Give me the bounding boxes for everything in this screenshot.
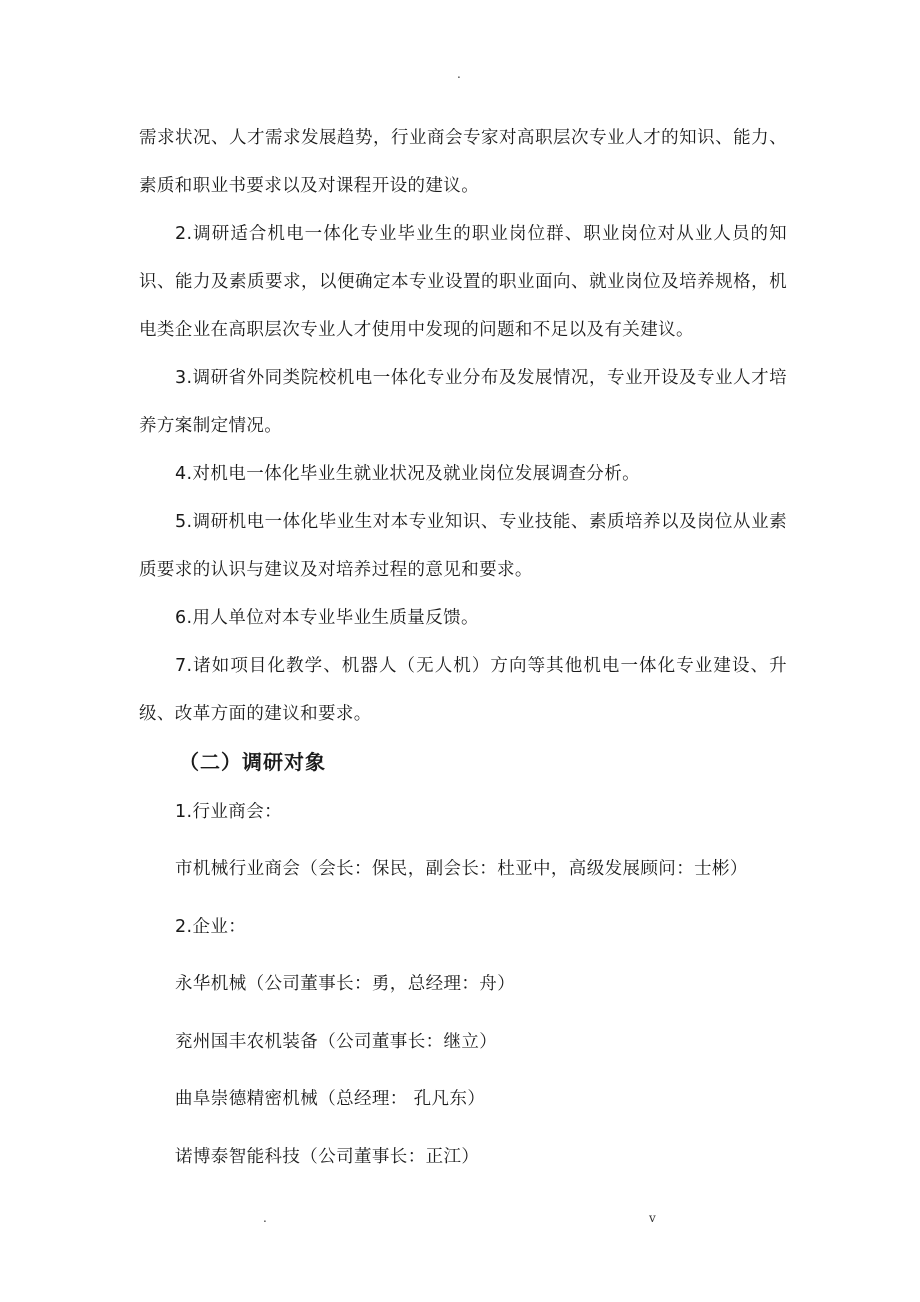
list-item-company-4: 诺博泰智能科技（公司董事长：正江）: [175, 1147, 480, 1167]
list-item-industry-heading: 1.行业商会：: [175, 802, 282, 822]
paragraph-2: 2.调研适合机电一体化专业毕业生的职业岗位群、职业岗位对从业人员的知识、能力及素质要求，以便确定本专业设置的职业面向、就业岗位及培养规格，机电类企业在高职层次专业人才使用中发现的问题和不足以及有关建议。: [139, 224, 787, 340]
list-item-company-2: 兖州国丰农机装备（公司董事长：继立）: [175, 1032, 498, 1052]
paragraph-3: 3.调研省外同类院校机电一体化专业分布及发展情况，专业开设及专业人才培养方案制定情况。: [139, 368, 787, 436]
paragraph-4: 4.对机电一体化毕业生就业状况及就业岗位发展调查分析。: [175, 464, 640, 484]
footer-page-mark: v: [649, 1211, 656, 1225]
section-heading: （二）调研对象: [179, 750, 326, 774]
paragraph-6: 6.用人单位对本专业毕业生质量反馈。: [175, 608, 479, 628]
list-item-chamber: 市机械行业商会（会长：保民，副会长：杜亚中，高级发展顾问：士彬）: [175, 859, 748, 879]
list-item-company-1: 永华机械（公司董事长：勇，总经理：舟）: [175, 974, 516, 994]
header-dot: .: [457, 67, 461, 81]
paragraph-5: 5.调研机电一体化毕业生对本专业知识、专业技能、素质培养以及岗位从业素质要求的认识与建议及对培养过程的意见和要求。: [139, 512, 787, 580]
paragraph-7: 7.诸如项目化教学、机器人（无人机）方向等其他机电一体化专业建设、升级、改革方面的建议和要求。: [139, 656, 787, 724]
body-paragraphs: [139, 114, 787, 786]
list-item-enterprise-heading: 2.企业：: [175, 917, 247, 937]
footer-dot: .: [263, 1211, 267, 1225]
paragraph-1: 需求状况、人才需求发展趋势，行业商会专家对高职层次专业人才的知识、能力、素质和职业书要求以及对课程开设的建议。: [139, 128, 787, 196]
list-item-company-3: 曲阜崇德精密机械（总经理： 孔凡东）: [175, 1089, 486, 1109]
